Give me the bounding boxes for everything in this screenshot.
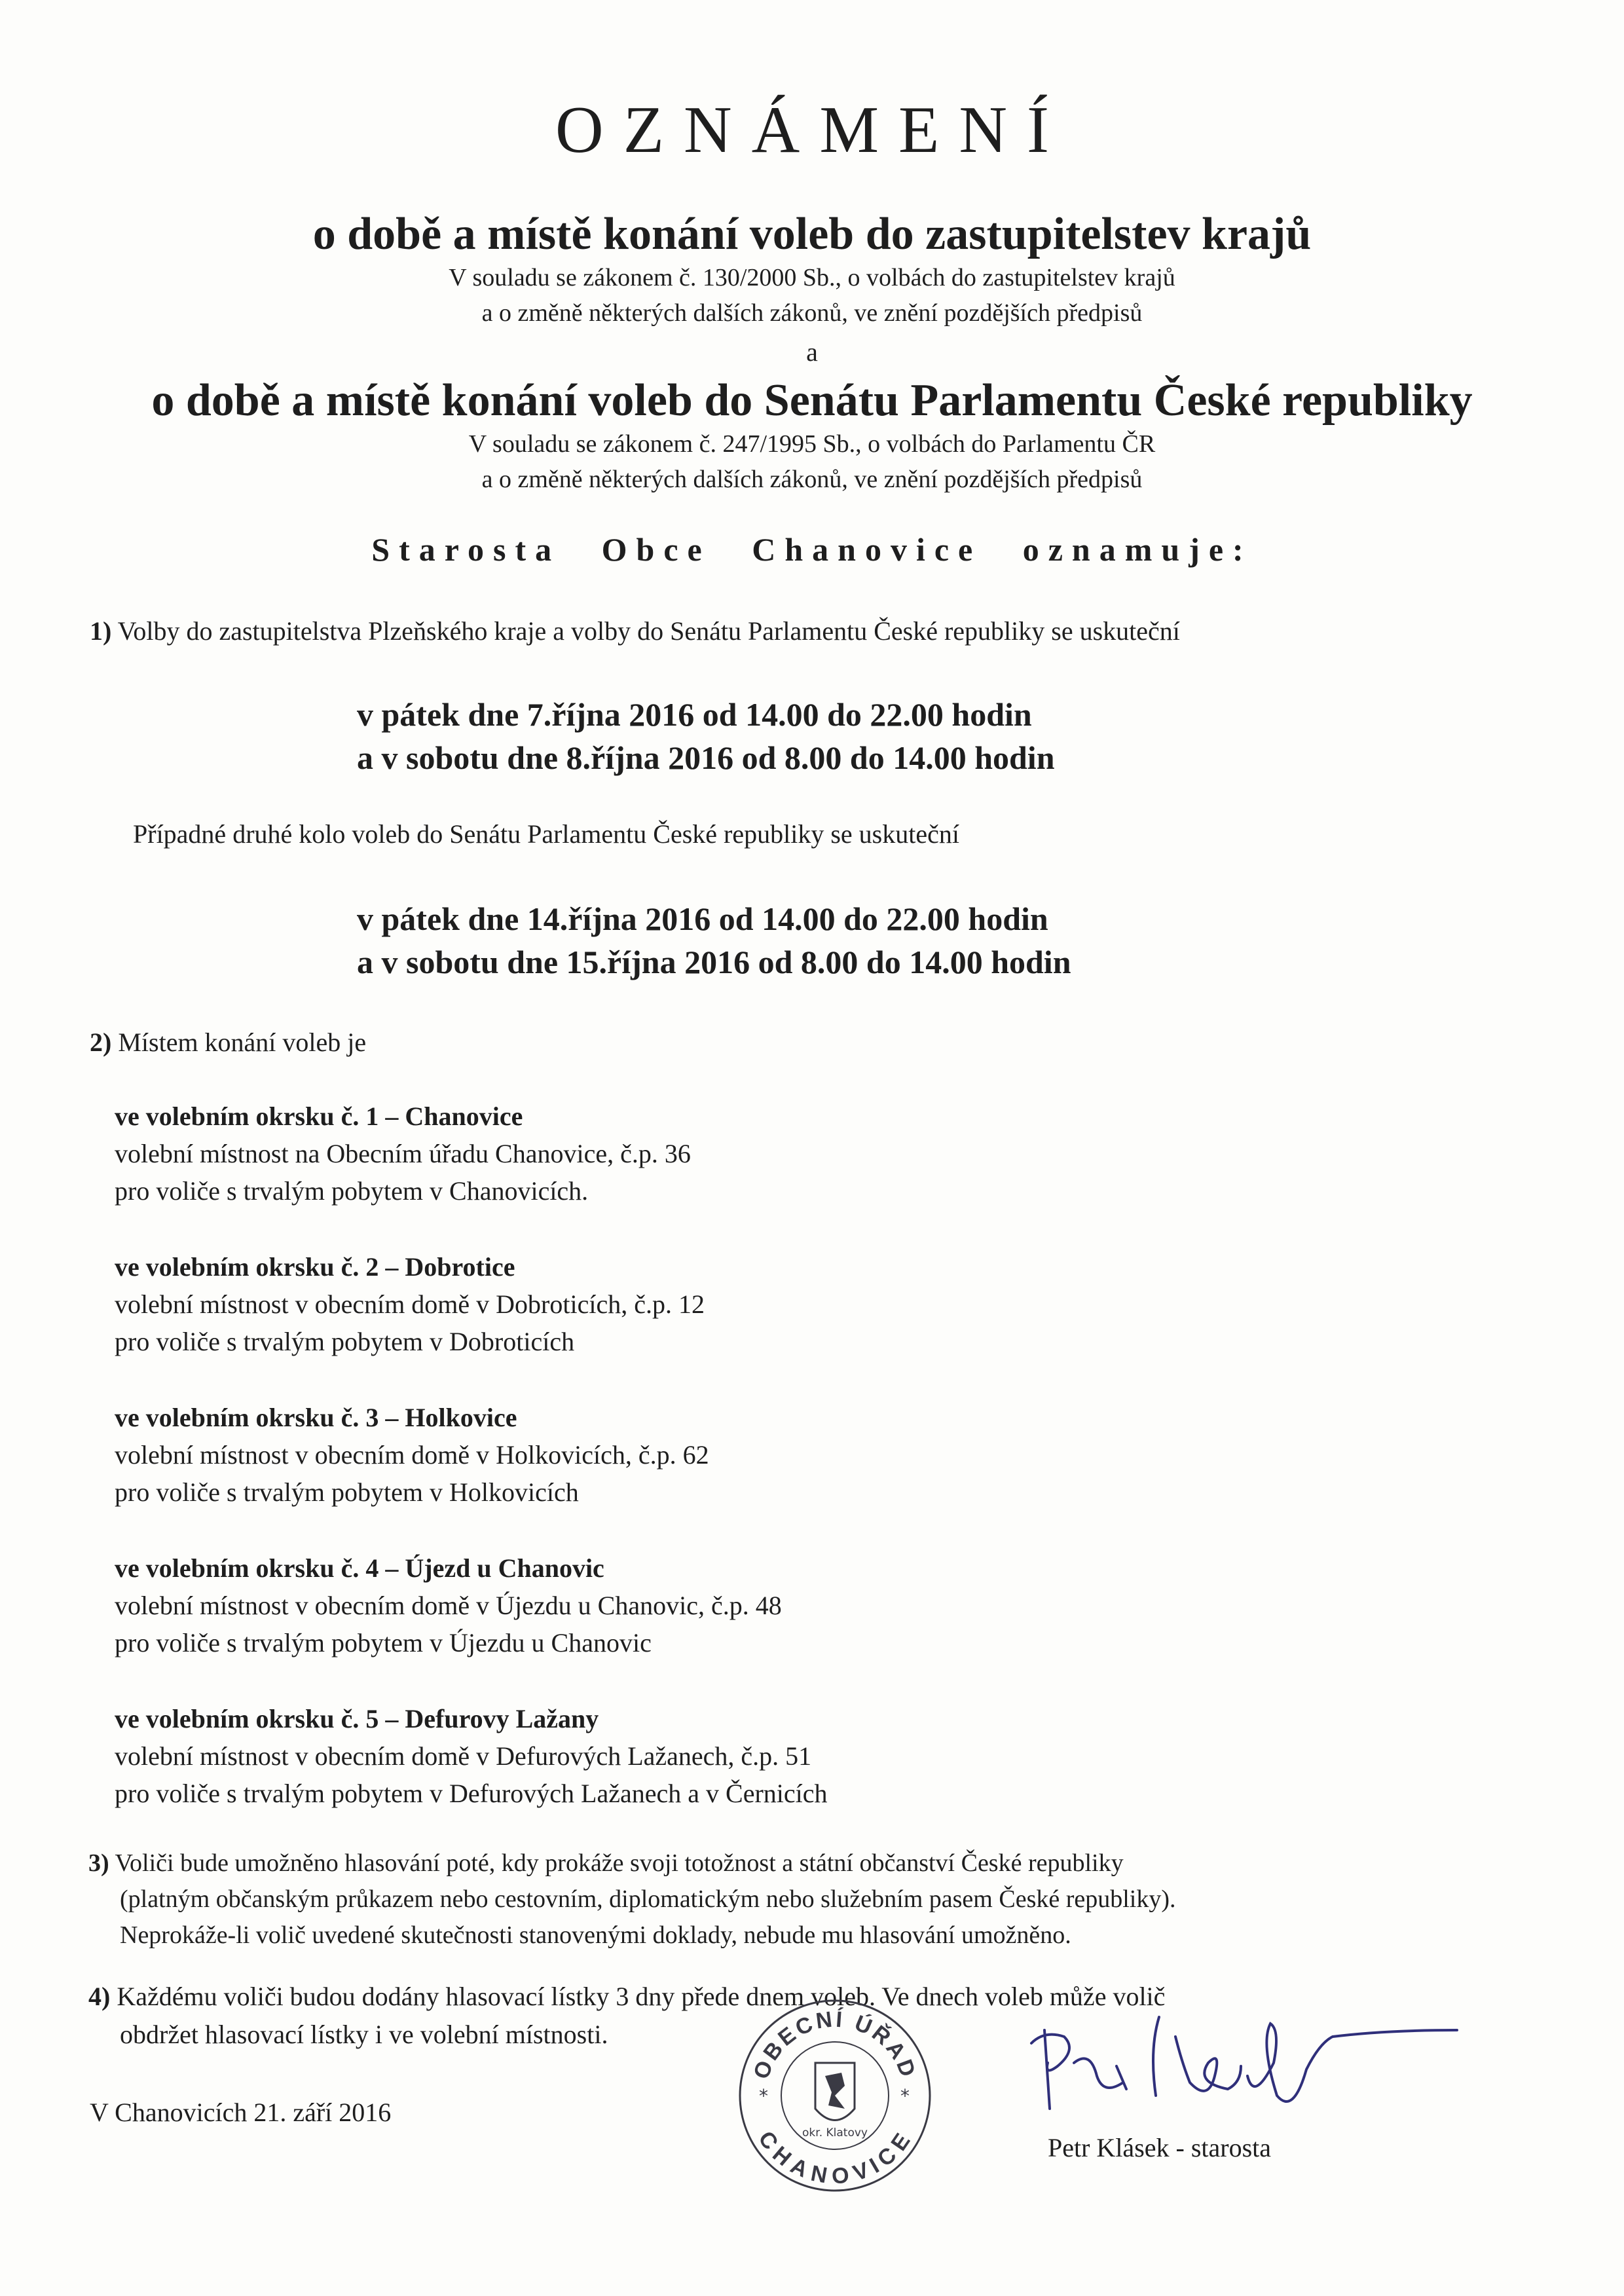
district-2 — [115, 1248, 705, 1360]
official-stamp — [737, 1997, 933, 2194]
heading-senate-law-line-2: a o změně některých dalších zákonů, ve znění pozdějších předpisů — [481, 466, 1143, 493]
second-round-date-1: v pátek dne 14.října 2016 od 14.00 do 22.00 hodin — [357, 900, 1048, 937]
svg-text:OBECNÍ ÚŘAD — [748, 2007, 921, 2083]
district-3-name: ve volebním okrsku č. 3 – Holkovice — [115, 1403, 517, 1432]
district-1-voters: pro voliče s trvalým pobytem v Chanovicích. — [115, 1176, 589, 1206]
stamp-top-text: OBECNÍ ÚŘAD — [748, 2007, 921, 2083]
district-3-room: volební místnost v obecním domě v Holkovicích, č.p. 62 — [115, 1440, 709, 1470]
district-1-room: volební místnost na Obecním úřadu Chanovice, č.p. 36 — [115, 1139, 691, 1168]
page-title: OZNÁMENÍ — [555, 93, 1069, 167]
district-1-name: ve volebním okrsku č. 1 – Chanovice — [115, 1102, 523, 1131]
district-1 — [115, 1098, 691, 1210]
heading-senate-elections: o době a místě konání voleb do Senátu Parlamentu České republiky — [151, 375, 1473, 426]
heading-regional-elections: o době a místě konání voleb do zastupitelstev krajů — [312, 209, 1312, 259]
district-5-name: ve volebním okrsku č. 5 – Defurovy Lažany — [115, 1704, 599, 1733]
item-1-text: Volby do zastupitelstva Plzeňského kraje a volby do Senátu Parlamentu České republiky se uskuteční — [117, 616, 1180, 646]
item-3-line-1: Voliči bude umožněno hlasování poté, kdy prokáže svoji totožnost a státní občanství České republiky — [115, 1849, 1124, 1877]
item-2-text: Místem konání voleb je — [118, 1028, 367, 1057]
svg-text:*: * — [900, 2085, 910, 2107]
district-5-room: volební místnost v obecním domě v Defurových Lažanech, č.p. 51 — [115, 1741, 812, 1771]
signatory: Petr Klásek - starosta — [1048, 2133, 1272, 2162]
district-2-voters: pro voliče s trvalým pobytem v Dobroticích — [115, 1327, 575, 1356]
item-4 — [88, 1978, 1165, 2054]
item-2-number: 2) — [90, 1028, 112, 1057]
item-3-number: 3) — [88, 1849, 109, 1877]
announcer-line: Starosta Obce Chanovice oznamuje: — [371, 531, 1253, 568]
district-5 — [115, 1700, 828, 1812]
district-5-voters: pro voliče s trvalým pobytem v Defurových Lažanech a v Černicích — [115, 1779, 828, 1808]
item-3 — [88, 1845, 1176, 1953]
district-4-voters: pro voliče s trvalým pobytem v Újezdu u Chanovic — [115, 1628, 652, 1657]
svg-text:*: * — [759, 2085, 768, 2107]
district-4 — [115, 1549, 782, 1661]
second-round-text: Případné druhé kolo voleb do Senátu Parlamentu České republiky se uskuteční — [133, 819, 959, 849]
heading-regional-law-line-2: a o změně některých dalších zákonů, ve znění pozdějších předpisů — [481, 299, 1143, 327]
district-2-name: ve volebním okrsku č. 2 – Dobrotice — [115, 1252, 515, 1282]
first-round-date-1: v pátek dne 7.října 2016 od 14.00 do 22.00 hodin — [357, 696, 1032, 733]
item-4-line-2: obdržet hlasovací lístky i ve volební místnosti. — [120, 2020, 608, 2049]
district-2-room: volební místnost v obecním domě v Dobroticích, č.p. 12 — [115, 1289, 705, 1319]
item-2 — [90, 1027, 366, 1058]
second-round-date-2: a v sobotu dne 15.října 2016 od 8.00 do 14.00 hodin — [357, 944, 1071, 980]
first-round-date-2: a v sobotu dne 8.října 2016 od 8.00 do 14.00 hodin — [357, 739, 1055, 776]
item-4-number: 4) — [88, 1982, 111, 2011]
item-3-line-2: (platným občanským průkazem nebo cestovním, diplomatickým nebo služebním pasem České republiky). — [120, 1885, 1176, 1913]
stamp-inner-text: okr. Klatovy — [802, 2126, 868, 2139]
item-1-number: 1) — [90, 616, 112, 646]
district-3-voters: pro voliče s trvalým pobytem v Holkovicích — [115, 1477, 579, 1507]
item-1 — [90, 616, 1180, 646]
heading-senate-law-line-1: V souladu se zákonem č. 247/1995 Sb., o volbách do Parlamentu ČR — [468, 430, 1156, 458]
heading-regional-law-line-1: V souladu se zákonem č. 130/2000 Sb., o volbách do zastupitelstev krajů — [449, 264, 1175, 291]
conjunction: a — [806, 337, 818, 367]
district-3 — [115, 1399, 709, 1511]
item-4-line-1: Každému voliči budou dodány hlasovací lístky 3 dny přede dnem voleb. Ve dnech voleb může volič — [117, 1982, 1166, 2011]
place-and-date: V Chanovicích 21. září 2016 — [90, 2098, 392, 2127]
district-4-name: ve volebním okrsku č. 4 – Újezd u Chanovic — [115, 1553, 604, 1583]
item-3-line-3: Neprokáže-li volič uvedené skutečnosti stanovenými doklady, nebude mu hlasování umožněno. — [120, 1921, 1071, 1949]
stamp-bottom-text: CHANOVICE — [753, 2126, 917, 2189]
district-4-room: volební místnost v obecním domě v Újezdu u Chanovic, č.p. 48 — [115, 1591, 782, 1620]
